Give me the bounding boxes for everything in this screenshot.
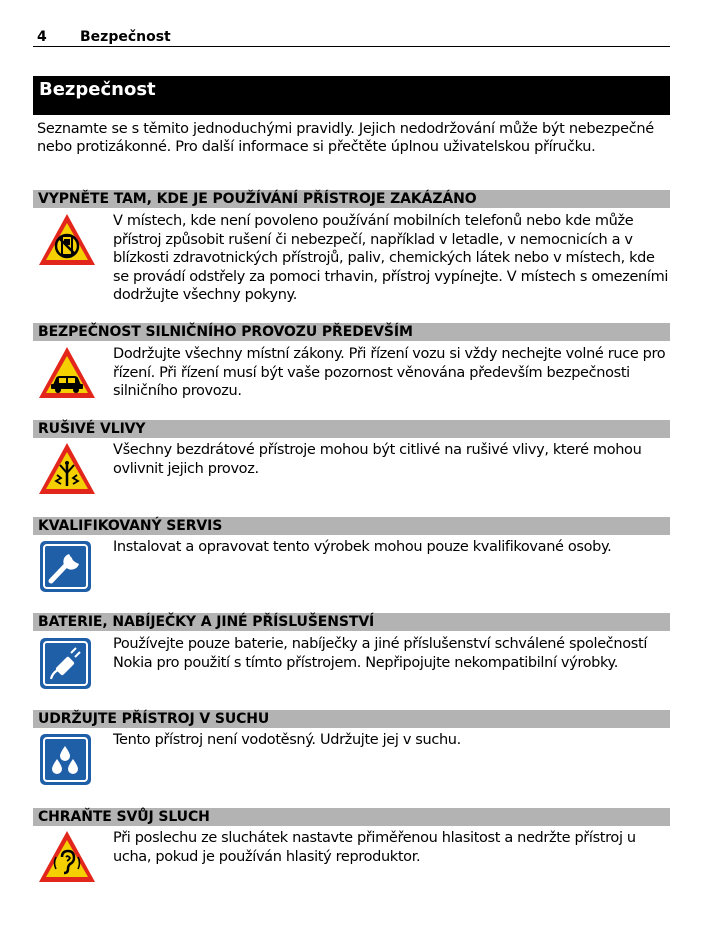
running-header-section: Bezpečnost <box>80 29 171 45</box>
charger-plug-icon <box>37 635 97 691</box>
intro-paragraph: Seznamte se s těmito jednoduchými pravidly. Jejich nedodržování může být nebezpečné nebo protizákonné. Pro další informace si přečtěte úplnou uživatelskou příručku. <box>37 121 654 155</box>
hearing-warning-icon <box>37 829 97 885</box>
section-heading-water-resistance: UDRŽUJTE PŘÍSTROJ V SUCHU <box>33 710 670 728</box>
interference-warning-icon <box>37 441 97 497</box>
section-text-interference: Všechny bezdrátové přístroje mohou být citlivé na rušivé vlivy, které mohou ovlivnit jejich provoz. <box>113 442 642 477</box>
section-text-water-resistance: Tento přístroj není vodotěsný. Udržujte jej v suchu. <box>113 732 461 748</box>
water-drops-icon <box>37 731 97 787</box>
wrench-icon <box>37 538 97 594</box>
section-heading-service: KVALIFIKOVANÝ SERVIS <box>33 517 670 535</box>
section-text-service: Instalovat a opravovat tento výrobek mohou pouze kvalifikované osoby. <box>113 539 612 555</box>
page-title: Bezpečnost <box>33 76 670 115</box>
section-text-hearing: Při poslechu ze sluchátek nastavte přiměřenou hlasitost a nedržte přístroj u ucha, pokud je používán hlasitý reproduktor. <box>113 830 636 865</box>
section-text-accessories: Používejte pouze baterie, nabíječky a jiné příslušenství schválené společností Nokia pro použití s tímto přístrojem. Nepřipojujte nekompatibilní výrobky. <box>113 636 648 671</box>
section-text-switch-off: V místech, kde není povoleno používání mobilních telefonů nebo kde může přístroj způsobit rušení či nebezpečí, například v letadle, v nemocnicích a v blízkosti zdravotnických přístrojů, paliv, chemických látek nebo v místech, kde se provádí odstřely za pomoci trhavin, přístroj vypínejte. V místech s omezeními dodržujte všechny pokyny. <box>113 213 669 303</box>
section-heading-switch-off: VYPNĚTE TAM, KDE JE POUŽÍVÁNÍ PŘÍSTROJE ZAKÁZÁNO <box>33 190 670 208</box>
section-heading-road-safety: BEZPEČNOST SILNIČNÍHO PROVOZU PŘEDEVŠÍM <box>33 323 670 341</box>
section-heading-interference: RUŠIVÉ VLIVY <box>33 420 670 438</box>
car-warning-icon <box>37 345 97 401</box>
section-text-road-safety: Dodržujte všechny místní zákony. Při řízení vozu si vždy nechejte volné ruce pro řízení. Při řízení musí být vaše pozornost věnována především bezpečnosti silničního provozu. <box>113 346 666 399</box>
page-number: 4 <box>37 29 47 45</box>
section-heading-hearing: CHRAŇTE SVŮJ SLUCH <box>33 808 670 826</box>
section-heading-accessories: BATERIE, NABÍJEČKY A JINÉ PŘÍSLUŠENSTVÍ <box>33 613 670 631</box>
running-header <box>33 28 670 47</box>
phone-forbidden-warning-icon <box>37 212 97 268</box>
